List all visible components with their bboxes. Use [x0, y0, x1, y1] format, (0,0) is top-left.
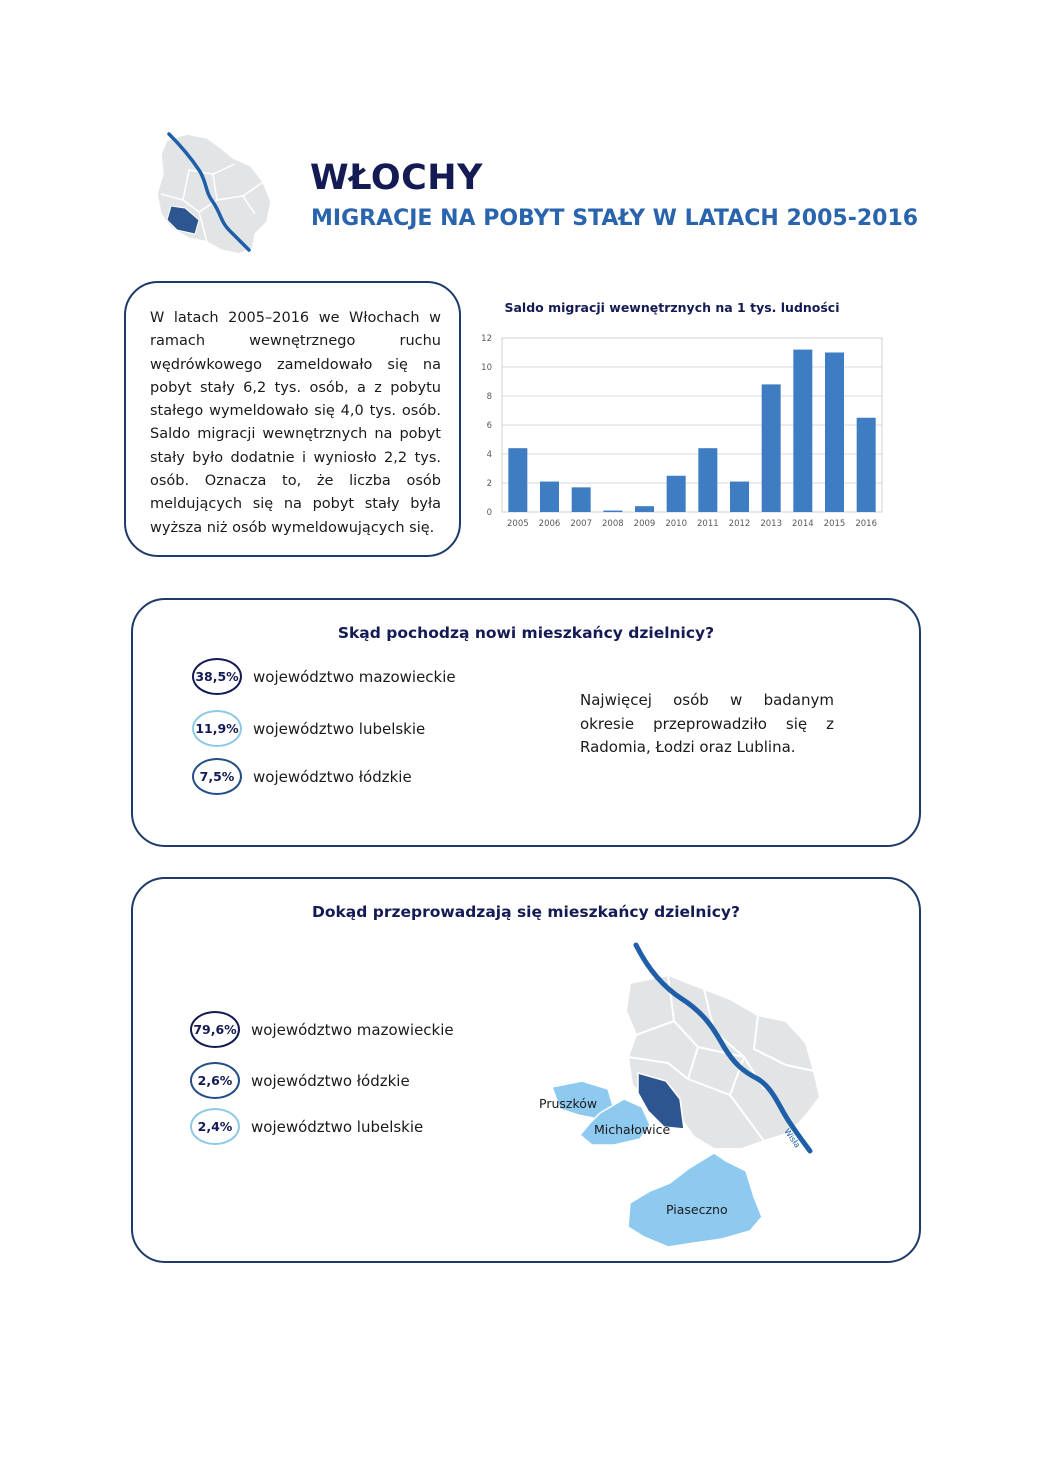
origin-stat-badge: 11,9%	[192, 710, 242, 747]
chart-bar-2009	[635, 506, 654, 512]
origin-heading: Skąd pochodzą nowi mieszkańcy dzielnicy?	[337, 624, 715, 642]
michalowice-label: Michałowice	[594, 1122, 671, 1137]
chart-title: Saldo migracji wewnętrznych na 1 tys. ludności	[504, 300, 840, 315]
origin-stat-row	[192, 710, 425, 747]
destination-stat-row	[190, 1108, 423, 1145]
chart-xtick-label: 2007	[570, 519, 592, 529]
warsaw-districts-shape	[157, 134, 271, 254]
chart-xtick-label: 2010	[665, 519, 687, 529]
chart-xtick-label: 2016	[855, 519, 877, 529]
chart-bar-2007	[572, 487, 591, 512]
page-title: WŁOCHY	[310, 158, 483, 198]
chart-bar-2005	[508, 448, 527, 512]
destination-stat-badge: 2,6%	[190, 1062, 240, 1099]
intro-box	[124, 281, 461, 557]
warsaw-locator-map	[155, 130, 285, 255]
chart-ytick-label: 10	[481, 363, 492, 373]
chart-xtick-label: 2005	[507, 519, 529, 529]
chart-bar-2016	[857, 418, 876, 512]
destination-stat-badge: 79,6%	[190, 1011, 240, 1048]
destination-box	[131, 877, 921, 1263]
origin-stat-label: województwo lubelskie	[253, 719, 426, 738]
destination-stat-row	[190, 1062, 410, 1099]
destination-stat-row	[190, 1011, 454, 1048]
chart-xtick-label: 2008	[602, 519, 624, 529]
chart-ytick-label: 0	[486, 508, 492, 518]
origin-note: Najwięcej osób w badanym okresie przeprowadziło się z Radomia, Łodzi oraz Lublina.	[580, 691, 834, 756]
origin-stat-label: województwo łódzkie	[253, 767, 412, 786]
chart-ytick-label: 4	[486, 450, 492, 460]
destination-stat-label: województwo lubelskie	[251, 1117, 424, 1136]
chart-xtick-label: 2012	[728, 519, 751, 529]
chart-ytick-label: 12	[481, 334, 492, 344]
chart-bar-2013	[762, 384, 781, 512]
chart-bar-2010	[667, 476, 686, 512]
destination-stat-label: województwo mazowieckie	[251, 1020, 454, 1039]
pruszkow-label: Pruszków	[539, 1096, 598, 1111]
chart-bar-2008	[603, 511, 622, 512]
origin-stat-badge: 7,5%	[192, 758, 242, 795]
origin-stat-row	[192, 758, 412, 795]
chart-bar-2015	[825, 353, 844, 513]
chart-ytick-label: 6	[486, 421, 492, 431]
origin-stat-label: województwo mazowieckie	[253, 667, 456, 686]
page-subtitle: MIGRACJE NA POBYT STAŁY W LATACH 2005-2016	[311, 206, 919, 231]
chart-bar-2006	[540, 482, 559, 512]
piaseczno-area	[628, 1153, 762, 1247]
intro-text: W latach 2005–2016 we Włochach w ramach wewnętrznego ruchu wędrówkowego zameldowało się na pobyt stały 6,2 tys. osób, a z pobytu stałego wymeldowało się 4,0 tys. osób. Saldo migracji wewnętrznych na pobyt stały było dodatnie i wyniosło 2,2 tys. osób. Oznacza to, że liczba osób meldujących się na pobyt stały była wyższa niż osób wymeldowujących się.	[150, 310, 441, 536]
chart-ytick-label: 8	[486, 392, 492, 402]
chart-xtick-label: 2011	[697, 519, 719, 529]
chart-bar-2012	[730, 482, 749, 512]
chart-bar-2014	[793, 350, 812, 512]
chart-xtick-label: 2009	[633, 519, 656, 529]
destination-stat-label: województwo łódzkie	[251, 1071, 410, 1090]
river-label: Wisła	[782, 1126, 802, 1150]
destination-stat-badge: 2,4%	[190, 1108, 240, 1145]
origin-stat-row	[192, 658, 456, 695]
destination-map	[518, 939, 838, 1254]
migration-balance-chart	[470, 293, 890, 543]
chart-xtick-label: 2006	[538, 519, 561, 529]
destination-heading: Dokąd przeprowadzają się mieszkańcy dzielnicy?	[311, 903, 740, 921]
origin-stat-badge: 38,5%	[192, 658, 242, 695]
chart-bar-2011	[698, 448, 717, 512]
chart-xtick-label: 2013	[760, 519, 782, 529]
piaseczno-label: Piaseczno	[666, 1202, 728, 1217]
chart-xtick-label: 2014	[792, 519, 814, 529]
origin-box	[131, 598, 921, 847]
chart-ytick-label: 2	[486, 479, 492, 489]
chart-xtick-label: 2015	[823, 519, 846, 529]
